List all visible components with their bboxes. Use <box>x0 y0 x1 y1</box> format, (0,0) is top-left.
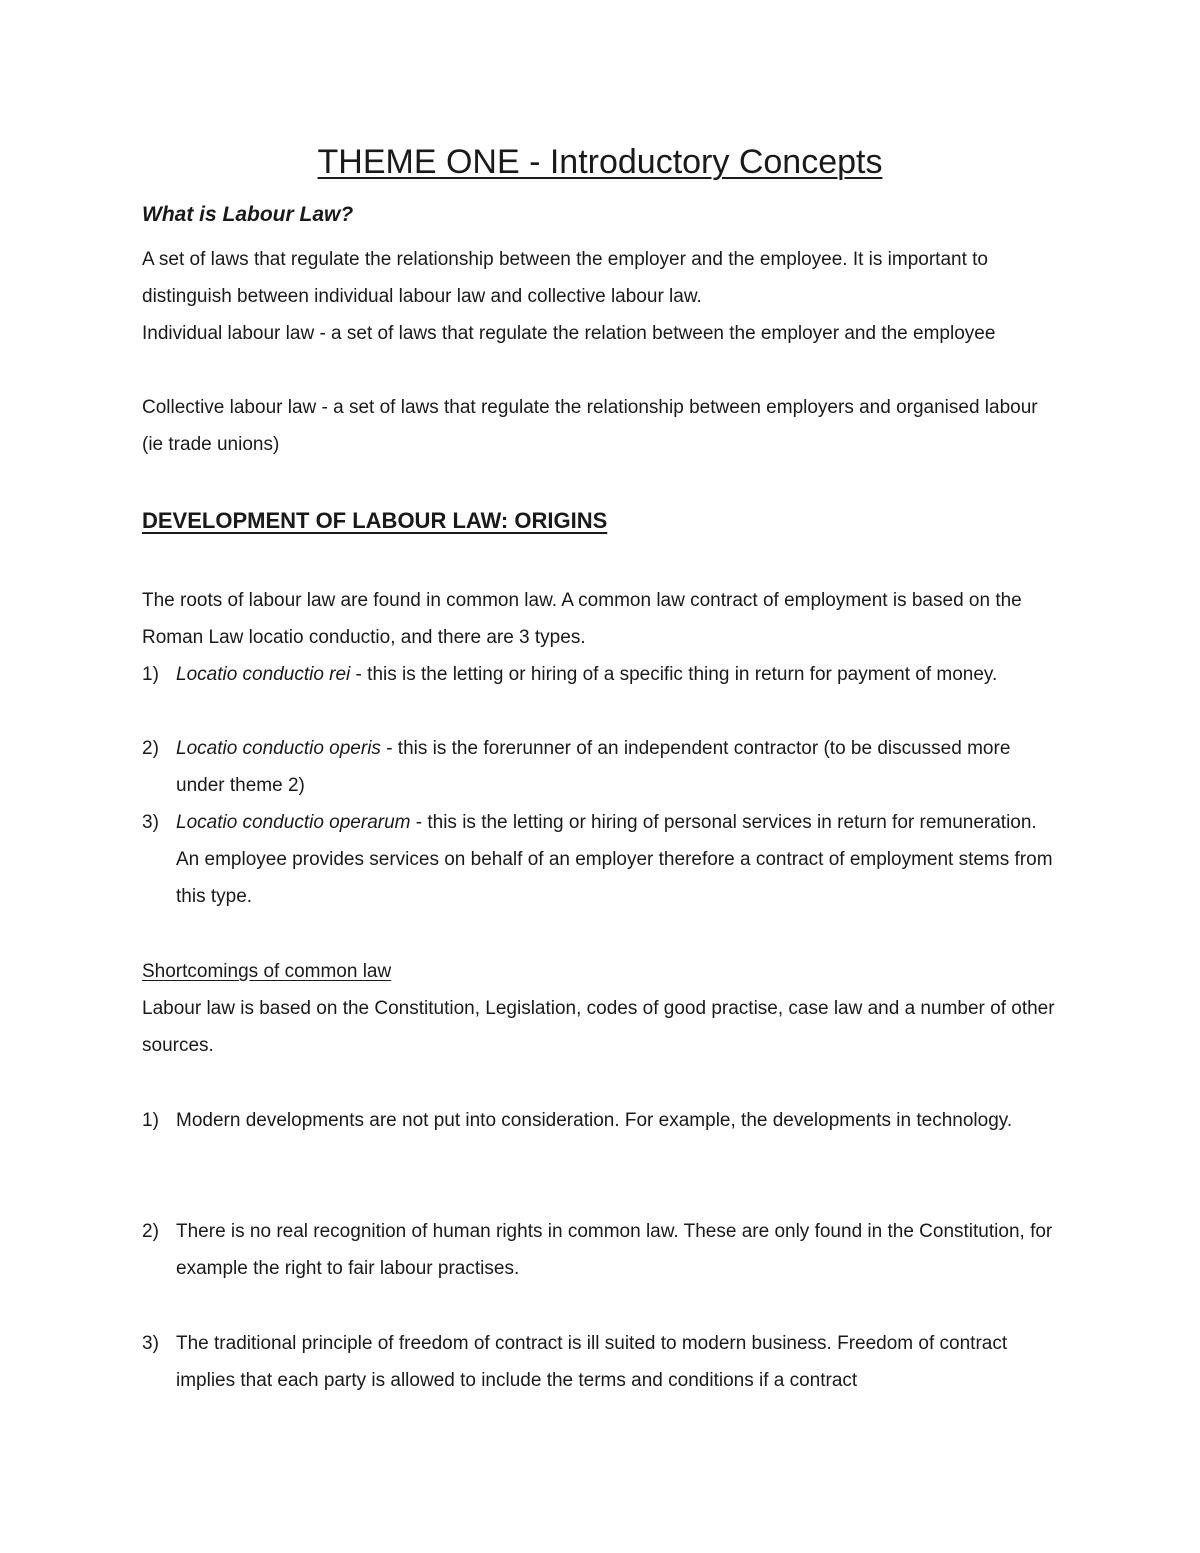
list-text: There is no real recognition of human rights in common law. These are only found in the Constitution, for example the right to fair labour practises. <box>176 1221 1053 1279</box>
list-text: The traditional principle of freedom of contract is ill suited to modern business. Freedom of contract implies that each party is allowed to include the terms and conditions if a contract <box>176 1333 1008 1391</box>
list-number: 2) <box>142 1221 159 1242</box>
list-text: - this is the letting or hiring of personal services in return for remuneration. An employee provides services on behalf of an employer therefore a contract of employment stems from this type. <box>176 812 1053 907</box>
list-text: - this is the forerunner of an independent contractor (to be discussed more under theme 2) <box>176 738 1011 796</box>
list-number: 3) <box>142 1333 159 1354</box>
page-title: THEME ONE - Introductory Concepts <box>317 143 883 181</box>
list-body <box>176 804 1062 915</box>
list-item <box>142 804 1062 915</box>
list-text: - this is the letting or hiring of a specific thing in return for payment of money. <box>350 664 998 685</box>
paragraph-definition: A set of laws that regulate the relationship between the employer and the employee. It is important to distinguish between individual labour law and collective labour law. <box>142 249 988 307</box>
list-number: 1) <box>142 1110 159 1131</box>
list-term: Locatio conductio rei <box>176 664 351 685</box>
paragraph-roots-of-labour-law: The roots of labour law are found in common law. A common law contract of employment is based on the Roman Law locatio conductio, and there are 3 types. <box>142 590 1022 648</box>
list-item <box>142 1213 1062 1287</box>
shortcomings-label: Shortcomings of common law <box>142 961 392 982</box>
section-heading-what-is-labour-law: What is Labour Law? <box>142 203 354 226</box>
list-item <box>142 656 1062 693</box>
list-term: Locatio conductio operarum <box>176 812 411 833</box>
list-item <box>142 730 1062 804</box>
paragraph-individual-labour-law: Individual labour law - a set of laws that regulate the relation between the employer and the employee <box>142 323 996 344</box>
list-text: Modern developments are not put into consideration. For example, the developments in technology. <box>176 1110 1013 1131</box>
list-body <box>176 730 1062 804</box>
list-item <box>142 1102 1062 1139</box>
paragraph-collective-labour-law: Collective labour law - a set of laws that regulate the relationship between employers and organised labour (ie trade unions) <box>142 397 1038 455</box>
section-heading-shortcomings <box>142 953 1062 990</box>
list-number: 3) <box>142 812 159 833</box>
paragraph-sources-of-labour-law: Labour law is based on the Constitution, Legislation, codes of good practise, case law and a number of other sources. <box>142 998 1055 1056</box>
list-number: 2) <box>142 738 159 759</box>
list-number: 1) <box>142 664 159 685</box>
section-heading-development-origins: DEVELOPMENT OF LABOUR LAW: ORIGINS <box>142 508 608 533</box>
list-body <box>176 656 1062 693</box>
list-term: Locatio conductio operis <box>176 738 381 759</box>
list-item <box>142 1325 1062 1399</box>
